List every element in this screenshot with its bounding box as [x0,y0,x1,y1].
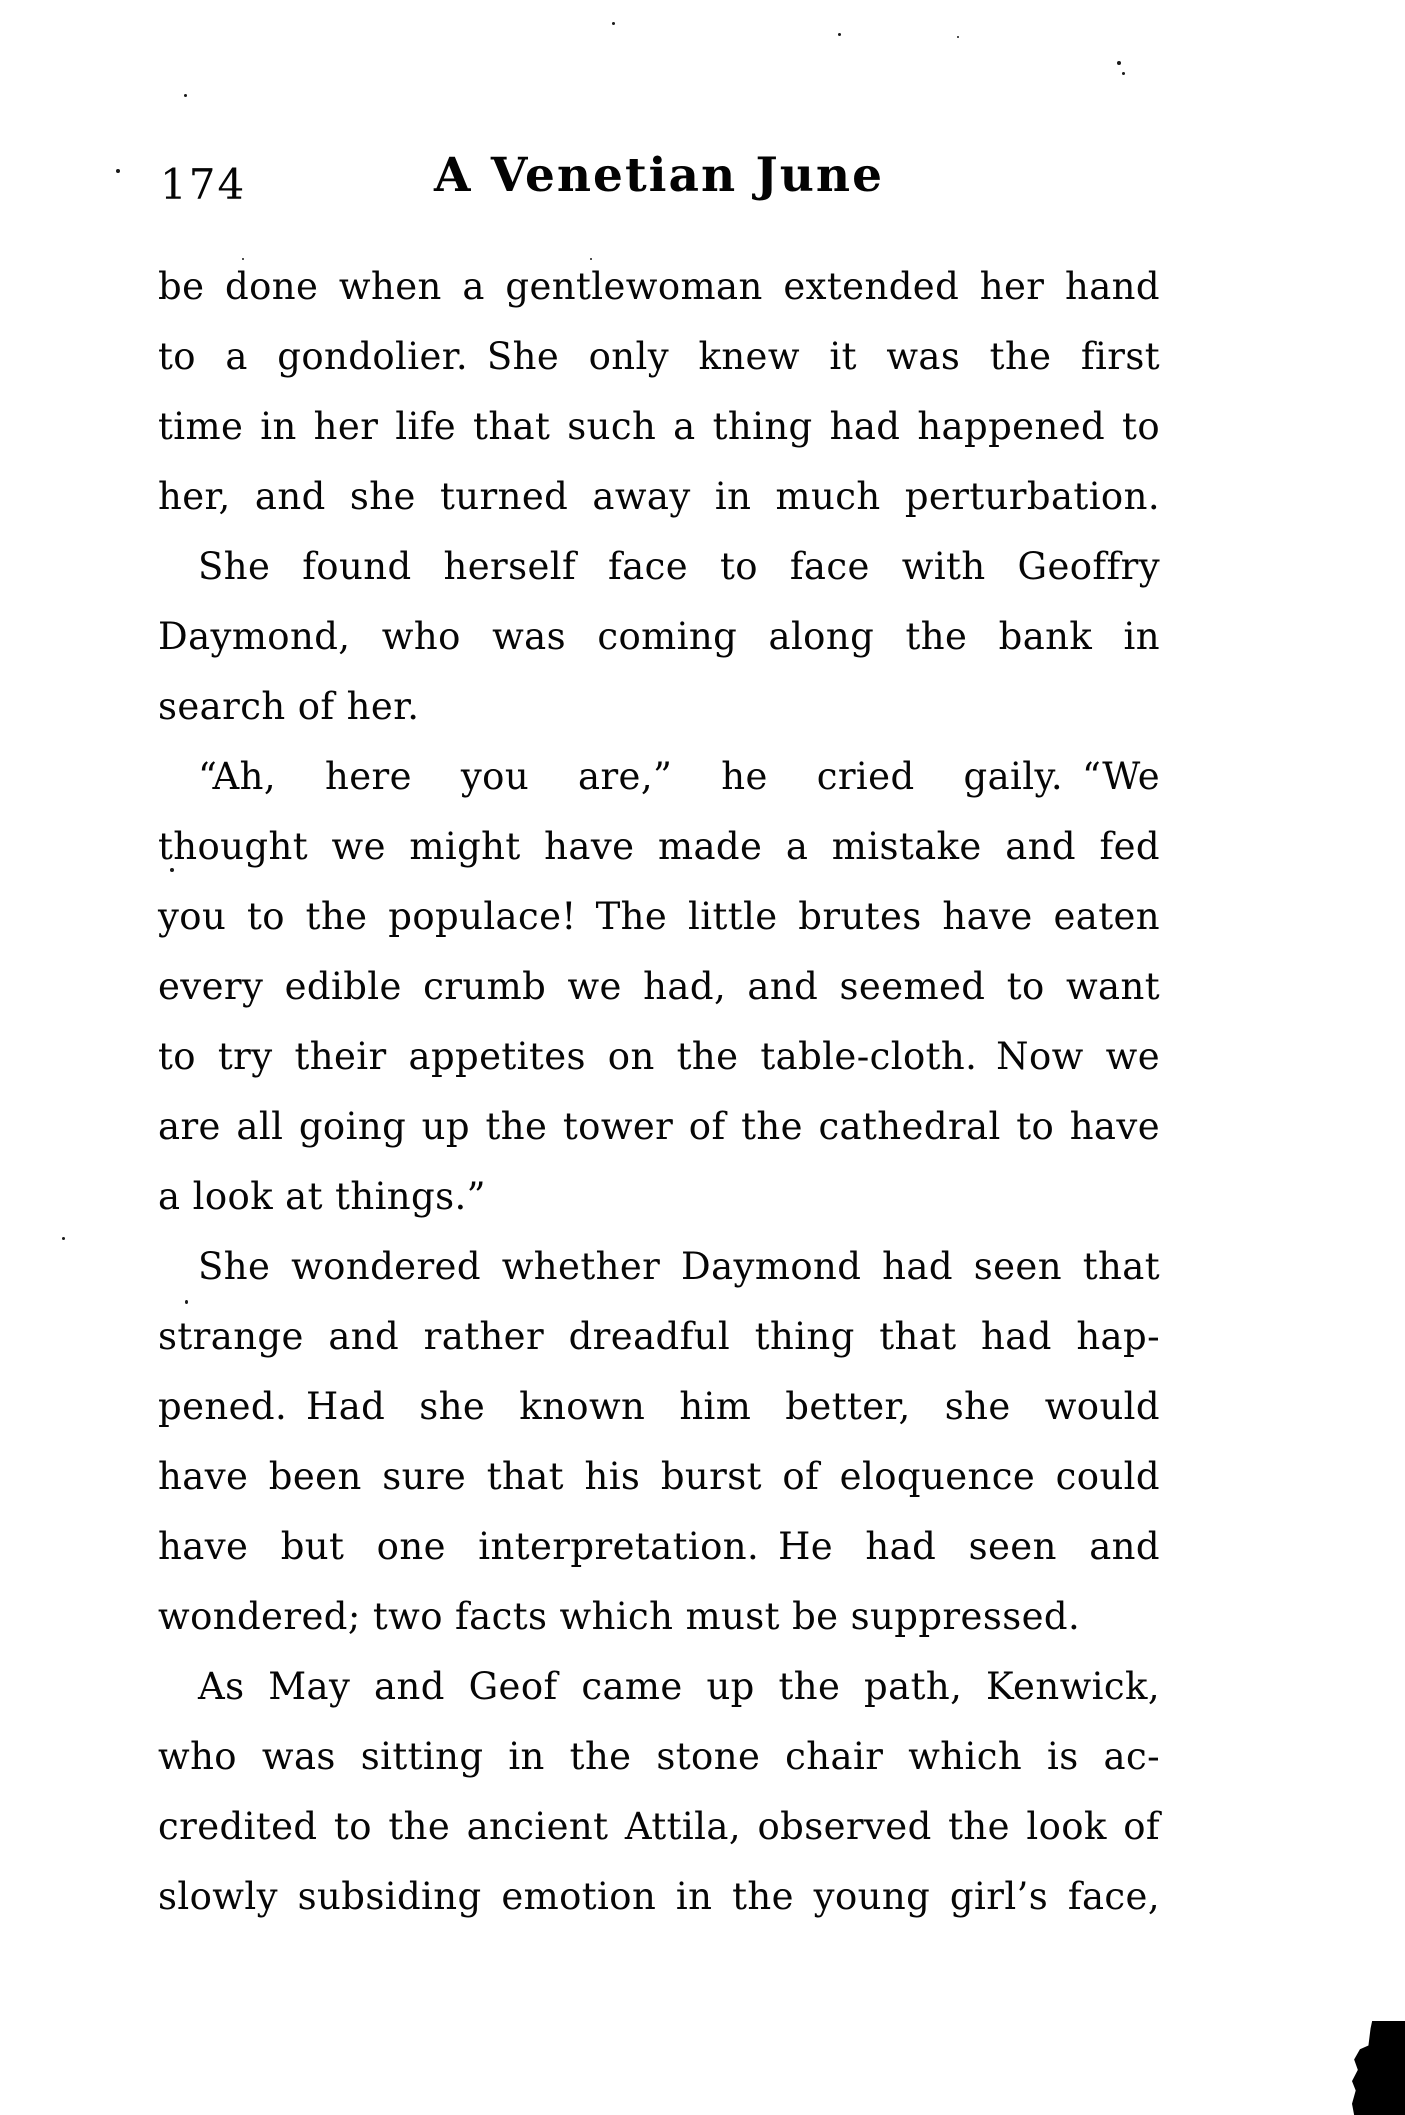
text-line: credited to the ancient Attila, observed the look of [158,1805,1160,1848]
text-line: She found herself face to face with Geoffry [198,545,1160,588]
scan-speck [1122,72,1125,75]
scan-speck [184,94,187,97]
text-line: every edible crumb we had, and seemed to want [158,965,1160,1008]
text-line: thought we might have made a mistake and fed [158,825,1160,868]
text-line: strange and rather dreadful thing that had hap- [158,1315,1160,1358]
running-head-title: A Venetian June [434,148,884,203]
body-text [158,252,1160,1932]
text-line: you to the populace! The little brutes have eaten [158,895,1160,938]
text-line: time in her life that such a thing had happened to [158,405,1160,448]
text-line: Daymond, who was coming along the bank in [158,615,1160,658]
scan-speck [838,33,841,36]
text-line: have been sure that his burst of eloquence could [158,1455,1160,1498]
text-line: who was sitting in the stone chair which is ac- [158,1735,1160,1778]
text-line: be done when a gentlewoman extended her hand [158,265,1160,308]
text-line: As May and Geof came up the path, Kenwick, [198,1665,1160,1708]
text-line: are all going up the tower of the cathedral to have [158,1105,1160,1148]
text-line: have but one interpretation. He had seen and [158,1525,1160,1568]
scan-speck [612,22,615,25]
scan-speck [185,1300,188,1304]
scan-speck [242,258,244,260]
text-line: to a gondolier. She only knew it was the first [158,335,1160,378]
text-line: pened. Had she known him better, she would [158,1385,1160,1428]
scan-speck [1117,61,1121,65]
text-line: She wondered whether Daymond had seen that [198,1245,1160,1288]
ink-blob-artifact [1352,2021,1405,2115]
text-line: slowly subsiding emotion in the young girl’s face, [158,1875,1160,1918]
text-line: a look at things.” [158,1175,486,1218]
text-line: “Ah, here you are,” he cried gaily. “We [198,755,1160,798]
text-line: search of her. [158,685,420,728]
text-line: wondered; two facts which must be suppressed. [158,1595,1081,1638]
scan-speck [957,36,959,38]
scan-speck [62,1237,65,1240]
text-line: her, and she turned away in much perturbation. [158,475,1160,518]
page-number: 174 [160,160,247,209]
scan-speck [116,169,120,173]
scan-speck [590,258,592,260]
text-line: to try their appetites on the table-cloth. Now we [158,1035,1160,1078]
scan-speck [170,868,174,872]
